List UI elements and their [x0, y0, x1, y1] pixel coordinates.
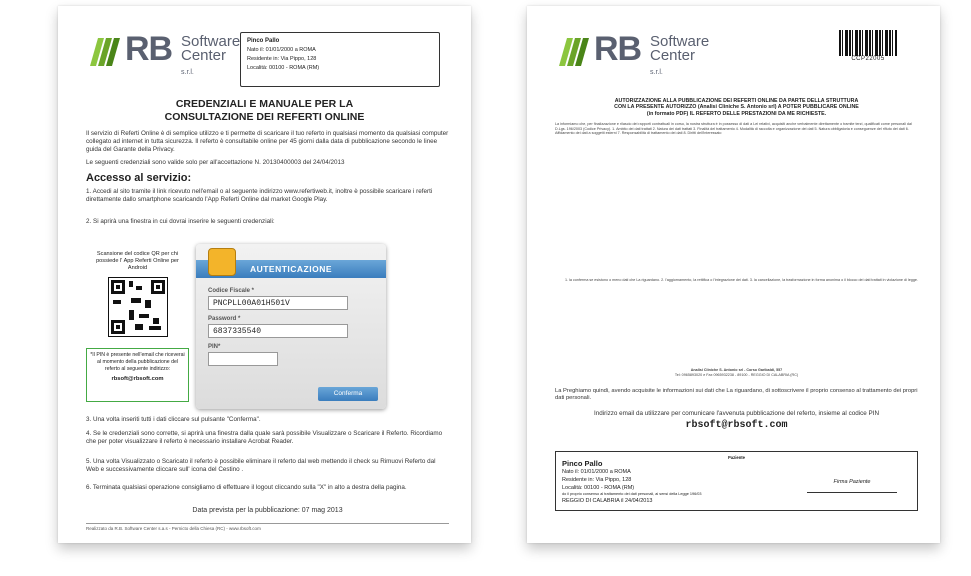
address-residence: Residente in: Via Pippo, 128	[247, 56, 317, 62]
patient-locality: Località: 00100 - ROMA (RM)	[562, 485, 635, 491]
logo-name-line1: Software	[650, 33, 710, 50]
logo-name-line1: Software	[181, 33, 241, 50]
title-line2: CONSULTAZIONE DEI REFERTI ONLINE	[164, 111, 365, 123]
address-box	[240, 32, 440, 87]
access-heading: Accesso al servizio:	[86, 172, 192, 184]
patient-box	[555, 451, 918, 511]
qr-code-icon[interactable]	[108, 277, 168, 337]
qr-section	[86, 251, 189, 383]
pin-input[interactable]	[208, 352, 278, 366]
consent-text: La Preghiamo quindi, avendo acquisite le informazioni sui dati che La riguardano, di sottoscrivere il proprio consenso al trattamento dei propri dati personali.	[555, 388, 918, 402]
step-3: 3. Una volta inseriti tutti i dati cliccare sul pulsante "Conferma".	[86, 416, 261, 423]
pin-note-box	[86, 348, 189, 402]
password-input[interactable]: 6837335540	[208, 324, 348, 338]
step-6: 6. Terminata qualsiasi operazione consigliamo di effettuare il logout cliccando sulla "X" in alto a destra della pagina.	[86, 484, 407, 491]
patient-consent-small: do il proprio consenso al trattamento dei dati personali, ai sensi della Legge 196/03	[562, 492, 702, 496]
step-1: 1. Accedi al sito tramite il link ricevuto nell'email o al seguente indirizzo www.refertiweb.it, inoltre è possibile scaricare i referti direttamente dallo smartphone scaricando l'App Referti Online dal market Google Play.	[86, 188, 433, 204]
auth-header: AUTENTICAZIONE	[196, 260, 386, 278]
logo-brand: RB	[125, 30, 173, 68]
lock-icon	[208, 248, 236, 276]
fiscal-label: Codice Fiscale *	[208, 288, 255, 294]
email-line: Indirizzo email da utilizzare per comunicare l'avvenuta pubblicazione del referto, insieme al codice PIN	[593, 410, 880, 417]
patient-residence: Residente in: Via Pippo, 128	[562, 477, 632, 483]
barcode	[839, 30, 897, 64]
contact-name: Analisi Cliniche S. Antonio srl - Corso Garibaldi, 557	[690, 368, 783, 372]
pin-note: *Il PIN è presente nell'email che riceverai al momento della pubblicazione del referto al seguente indirizzo:	[90, 352, 185, 372]
pin-email: rbsoft@rbsoft.com	[111, 376, 164, 383]
rb-logo	[557, 30, 710, 76]
logo-name	[181, 35, 240, 80]
logo-suffix: s.r.l.	[181, 69, 194, 76]
logo-suffix: s.r.l.	[650, 69, 663, 76]
patient-signature: Firma Paziente	[807, 478, 897, 493]
auth-heading	[555, 98, 918, 117]
privacy-body: La informiamo che, per finalizzazione e rilascio dei rapporti contrattuali in corso, la nostra struttura è in possesso di dati a Lei relativi, acquisiti anche verbalmente direttamente o tramite terzi, qualificati come personali dal D.Lgs. 196/2003 (Codice Privacy). 1. Ambito dei dati trattati 2. Natura dei dati trattati 3. Finalità del trattamento 4. Modalità di raccolta e organizzazione dei dati 5. Natura obbligatoria e conseguenze del rifiuto dei dati 6. Affidamento dei dati a soggetti esterni 7. Responsabilità di trattamento dei dati 8. Diritti dell'interessato	[555, 122, 912, 136]
title-line1: CREDENZIALI E MANUALE PER LA	[175, 98, 354, 110]
publication-date: Data prevista per la pubblicazione: 07 mag 2013	[192, 507, 343, 514]
rb-logo	[88, 30, 241, 76]
page-footer: Realizzato da R.B. Software Center s.a.s - Pernicto della Chiesa (RC) - www.rbsoft.com	[86, 523, 449, 531]
qr-caption: Scansione del codice QR per chi possiede l' App Referti Online per Android	[96, 251, 179, 271]
password-label: Password *	[208, 316, 241, 322]
barcode-bars	[839, 30, 897, 56]
patient-birth: Nato il: 01/01/2000 a ROMA	[562, 469, 631, 475]
address-birth: Nato il: 01/01/2000 a ROMA	[247, 47, 316, 53]
patient-place-date: REGGIO DI CALABRIA il 24/04/2013	[562, 498, 653, 504]
step-4: 4. Se le credenziali sono corrette, si aprirà una finestra dalla quale sarà possibile Visualizzare o Scaricare il Referto. Ricordiamo che per poter visualizzare il referto è necessario installare Acrobat Reader.	[86, 430, 443, 446]
fiscal-code-input[interactable]: PNCPLL00A01H501V	[208, 296, 348, 310]
validity-text: Le seguenti credenziali sono valide solo per all'accettazione N. 20130400003 del 24/04/2013	[86, 159, 345, 166]
intro-text: Il servizio di Referti Online è di semplice utilizzo e ti permette di scaricare il tuo referto in qualsiasi momento da qualsiasi computer collegato ad internet in tutta sicurezza. Il referto è consultabile online per 45 giorni dalla data di pubblicazione secondo le linee guida del Garante della Privacy.	[86, 130, 449, 154]
auth-heading-3: (in formato PDF) IL REFERTO DELLE PRESTAZIONI DA ME RICHIESTE.	[646, 110, 827, 117]
page-credentials	[58, 6, 471, 543]
page-title	[78, 98, 451, 124]
contact-phone: Tel: 0965893020 e Fax 0965932238 - 89100 - REGGIO DI CALABRIA (RC)	[674, 373, 799, 377]
rights-list: 1. la conferma se esistono o meno dati che La riguardano. 2. l'aggiornamento, la rettifica o l'integrazione dei dati. 3. la cancellazione, la trasformazione in forma anonima o il blocco dei dati trattati in violazione di legge.	[565, 278, 918, 282]
rb-leaf-icon	[557, 36, 591, 68]
rb-leaf-icon	[88, 36, 122, 68]
logo-name-line2: Center	[181, 47, 227, 64]
step-5: 5. Una volta Visualizzato o Scaricato il referto è possibile eliminare il referto dal web mettendo il check su Rimuovi Referto dal Web e successivamente cliccare sull' icona del Cestino .	[86, 458, 436, 474]
barcode-code: CCP22005	[851, 56, 885, 62]
pin-label: PIN*	[208, 344, 221, 350]
page-authorization	[527, 6, 940, 543]
auth-heading-1: AUTORIZZAZIONE ALLA PUBBLICAZIONE DEI REFERTI ONLINE DA PARTE DELLA STRUTTURA	[614, 98, 859, 104]
logo-name-line2: Center	[650, 47, 696, 64]
logo-name	[650, 35, 709, 80]
notification-email: rbsoft@rbsoft.com	[685, 420, 788, 431]
step-2: 2. Si aprirà una finestra in cui dovrai inserire le seguenti credenziali:	[86, 218, 275, 225]
address-name: Pinco Pallo	[247, 38, 280, 44]
auth-heading-2: CON LA PRESENTE AUTORIZZO (Analisi Cliniche S. Antonio srl) A POTER PUBBLICARE ONLINE	[614, 104, 859, 111]
patient-caption: Paziente	[728, 455, 745, 460]
confirm-button[interactable]: Conferma	[318, 387, 378, 401]
patient-name: Pinco Pallo	[562, 459, 603, 468]
address-locality: Località: 00100 - ROMA (RM)	[247, 65, 320, 71]
auth-panel	[196, 244, 386, 409]
logo-brand: RB	[594, 30, 642, 68]
